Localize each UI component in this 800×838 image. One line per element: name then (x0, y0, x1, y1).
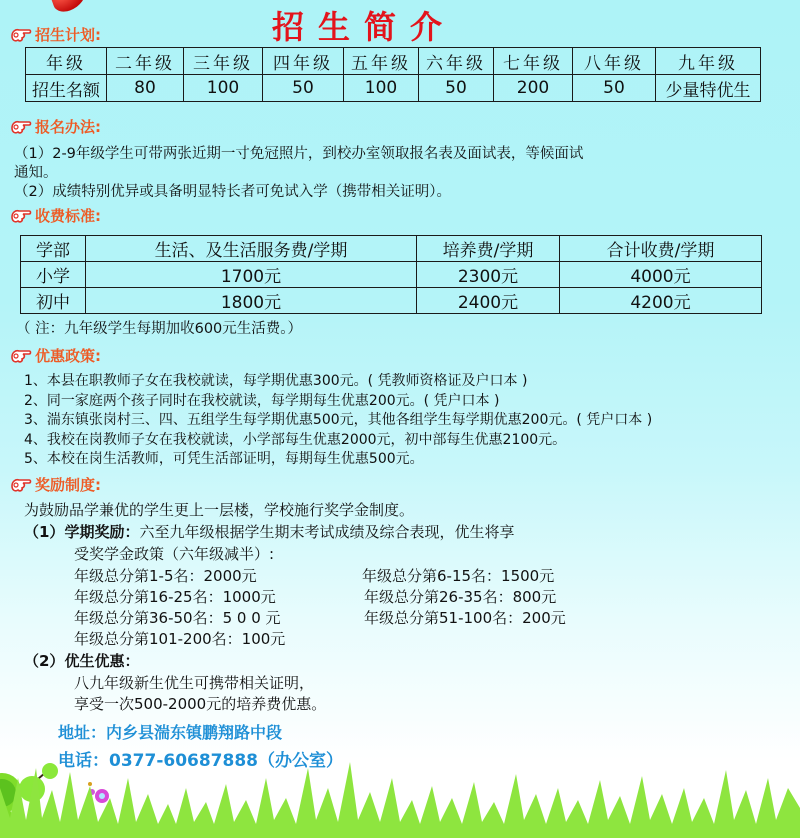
list-item: 3、湍东镇张岗村三、四、五组学生每学期优惠500元，其他各组学生每学期优惠200元。( 凭户口本 ) (24, 412, 653, 428)
section-header-fees (10, 205, 101, 226)
table-cell: 1700元 (86, 262, 417, 288)
table-header-row (26, 48, 761, 75)
table-cell: 培养费/学期 (417, 236, 560, 262)
registration-line: （2）成绩特别优异或具备明显特长者可免试入学（携带相关证明）。 (14, 184, 451, 200)
table-cell: 四年级 (263, 48, 344, 75)
section-label: 报名办法: (35, 118, 101, 136)
section-label: 招生计划: (35, 26, 101, 44)
part-number: （2） (24, 652, 65, 670)
section-label: 收费标准: (35, 207, 101, 225)
address: 地址：内乡县湍东镇鹏翔路中段 (58, 723, 283, 742)
table-cell: 80 (107, 75, 184, 102)
pointing-hand-icon (10, 119, 32, 135)
phone: 电话：0377-60687888（办公室） (58, 751, 343, 771)
table-cell: 100 (184, 75, 263, 102)
ribbon-decoration (49, 0, 89, 15)
table-row (21, 262, 762, 288)
list-item: 4、我校在岗教师子女在我校就读，小学部每生优惠2000元，初中部每生优惠2100元。 (24, 431, 567, 448)
pointing-hand-icon (10, 208, 32, 224)
reward-tier: 年级总分第6-15名：1500元 (362, 567, 555, 585)
fees-note: （ 注：九年级学生每期加收600元生活费。） (16, 321, 303, 337)
rewards-part1-heading (24, 522, 514, 544)
table-cell: 小学 (21, 262, 86, 288)
section-header-plan (10, 24, 101, 45)
table-cell: 二年级 (107, 48, 184, 75)
list-item: 1、本县在职教师子女在我校就读，每学期优惠300元。( 凭教师资格证及户口本 ) (24, 373, 528, 389)
table-cell: 生活、及生活服务费/学期 (86, 236, 417, 262)
section-header-registration (10, 116, 101, 137)
table-cell: 合计收费/学期 (560, 236, 762, 262)
reward-tier: 年级总分第16-25名：1000元 (74, 588, 276, 606)
part-number: （1） (24, 523, 65, 541)
rewards-part2-heading (24, 651, 139, 673)
registration-text (14, 145, 774, 202)
table-cell: 六年级 (419, 48, 494, 75)
table-cell: 学部 (21, 236, 86, 262)
section-header-discounts (10, 345, 101, 366)
pointing-hand-icon (10, 348, 32, 364)
table-cell: 2300元 (417, 262, 560, 288)
table-row (26, 75, 761, 102)
table-cell: 三年级 (184, 48, 263, 75)
table-cell: 少量特优生 (656, 75, 761, 102)
table-cell: 七年级 (494, 48, 573, 75)
section-label: 奖励制度: (35, 476, 101, 494)
table-cell: 年级 (26, 48, 107, 75)
reward-tier: 年级总分第51-100名：200元 (364, 609, 566, 627)
part-title: 学期奖励： (64, 523, 140, 541)
table-cell: 招生名额 (26, 75, 107, 102)
table-cell: 1800元 (86, 288, 417, 314)
fees-table (20, 235, 762, 314)
table-cell: 初中 (21, 288, 86, 314)
rewards-intro: 为鼓励品学兼优的学生更上一层楼，学校施行奖学金制度。 (24, 501, 415, 519)
table-cell: 200 (494, 75, 573, 102)
table-row (21, 288, 762, 314)
pointing-hand-icon (10, 477, 32, 493)
table-cell: 50 (263, 75, 344, 102)
grass-decoration (0, 748, 800, 838)
table-cell: 4200元 (560, 288, 762, 314)
table-cell: 八年级 (573, 48, 656, 75)
discount-list (24, 372, 652, 470)
reward-tier: 年级总分第101-200名：100元 (74, 630, 286, 648)
rewards-part1-desc: 受奖学金政策（六年级减半）: (74, 545, 275, 563)
table-cell: 50 (573, 75, 656, 102)
registration-line: （1）2-9年级学生可带两张近期一寸免冠照片，到校办室领取报名表及面试表，等候面试 (14, 146, 584, 162)
part-desc: 六至九年级根据学生期末考试成绩及综合表现，优生将享 (139, 523, 515, 541)
list-item: 2、同一家庭两个孩子同时在我校就读，每学期每生优惠200元。( 凭户口本 ) (24, 392, 500, 409)
pointing-hand-icon (10, 27, 32, 43)
table-cell: 2400元 (417, 288, 560, 314)
reward-tier: 年级总分第1-5名：2000元 (74, 567, 257, 585)
table-cell: 五年级 (344, 48, 419, 75)
table-cell: 九年级 (656, 48, 761, 75)
registration-line: 通知。 (14, 165, 58, 181)
table-cell: 50 (419, 75, 494, 102)
reward-tier: 年级总分第36-50名：5 0 0 元 (74, 609, 281, 627)
table-header-row (21, 236, 762, 262)
table-cell: 100 (344, 75, 419, 102)
list-item: 5、本校在岗生活教师，可凭生活部证明，每期每生优惠500元。 (24, 451, 424, 467)
section-header-rewards (10, 474, 101, 495)
table-cell: 4000元 (560, 262, 762, 288)
rewards-part2-line: 享受一次500-2000元的培养费优惠。 (74, 695, 327, 713)
section-label: 优惠政策: (35, 347, 101, 365)
enrollment-plan-table (25, 47, 761, 102)
rewards-part2-line: 八九年级新生优生可携带相关证明， (74, 674, 315, 692)
reward-tier: 年级总分第26-35名：800元 (364, 588, 557, 606)
part-title: 优生优惠： (64, 652, 140, 670)
page-title: 招生简介 (272, 8, 457, 46)
